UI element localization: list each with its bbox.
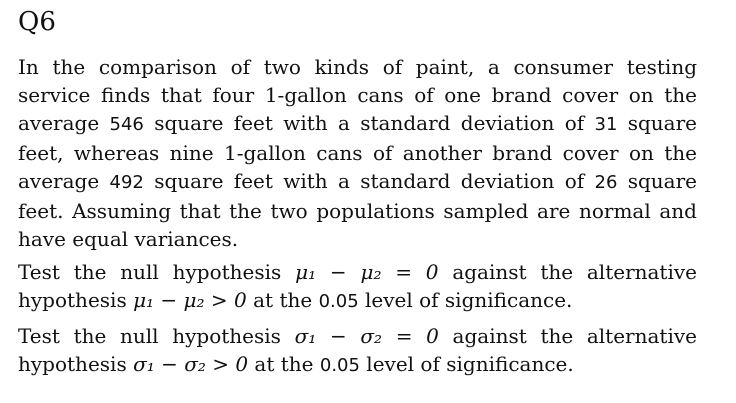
part-a-middle: against the alternative hypothesis (18, 260, 698, 312)
problem-text-4: square feet with a standard deviation of (143, 169, 595, 193)
problem-text-3: square feet, whereas nine 1-gallon cans of another brand cover on the average (18, 111, 698, 193)
part-b-null-hypothesis: σ₁ − σ₂ = 0 (294, 324, 439, 348)
part-b-alt-hypothesis: σ₁ − σ₂ > 0 (133, 352, 249, 376)
mean-brand-1: 546 (109, 114, 144, 135)
part-a-null-hypothesis: μ₁ − μ₂ = 0 (295, 260, 439, 284)
part-a-level-prefix: at the (246, 288, 319, 312)
part-a-alpha: 0.05 (318, 291, 359, 312)
part-a-prefix: Test the null hypothesis (18, 260, 296, 284)
part-b-prefix: Test the null hypothesis (18, 324, 295, 348)
mean-brand-2: 492 (109, 172, 144, 193)
part-b-question (18, 322, 697, 380)
part-b-level-prefix: at the (248, 352, 320, 376)
problem-text-5: square feet. Assuming that the two populations sampled are normal and have equal variances. (18, 169, 698, 251)
part-b-alpha: 0.05 (319, 355, 360, 376)
problem-text-2: square feet with a standard deviation of (143, 111, 595, 135)
problem-text-1: In the comparison of two kinds of paint, a consumer testing service finds that four 1-gallon cans of one brand cover on the average (18, 55, 697, 135)
problem-statement (18, 53, 697, 253)
sd-brand-2: 26 (594, 172, 618, 193)
part-b-suffix: level of significance. (359, 352, 574, 376)
question-title: Q6 (18, 7, 56, 37)
part-a-alt-hypothesis: μ₁ − μ₂ > 0 (133, 288, 247, 312)
part-a-question (18, 258, 697, 316)
sd-brand-1: 31 (594, 114, 618, 135)
part-a-suffix: level of significance. (358, 288, 573, 312)
part-b-middle: against the alternative hypothesis (18, 324, 697, 376)
